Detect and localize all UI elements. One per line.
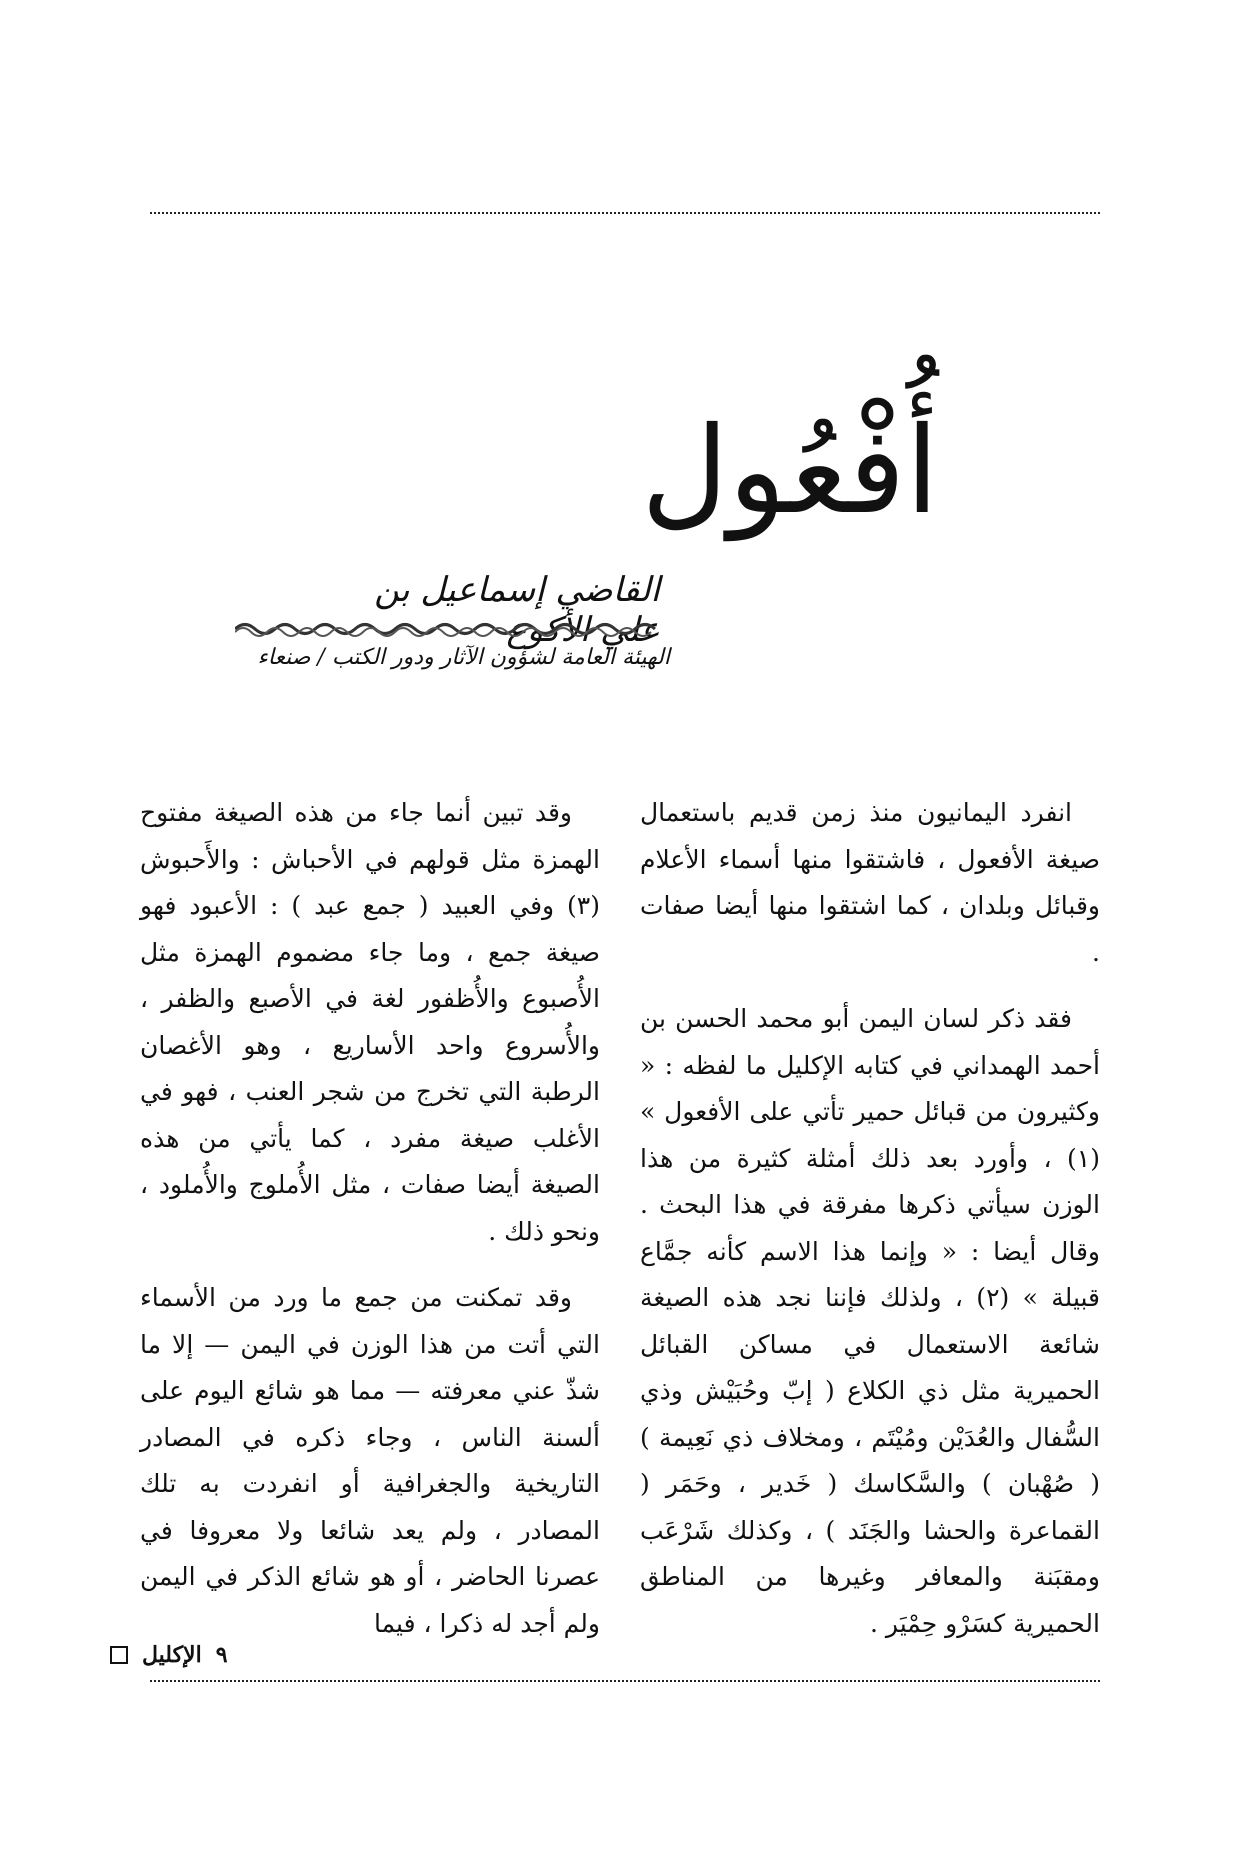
- left-text-column: [140, 790, 600, 1667]
- paragraph: وقد تمكنت من جمع ما ورد من الأسماء التي أتت من هذا الوزن في اليمن — إلا ما شذّ عني معرفته — مما هو شائع اليوم على ألسنة الناس ، وجاء ذكره في المصادر التاريخية والجغرافية أو انفردت به تلك المصادر ، ولم يعد شائعا ولا معروفا في عصرنا الحاضر ، أو هو شائع الذكر في اليمن ولم أجد له ذكرا ، فيما: [140, 1283, 600, 1638]
- bottom-divider: [150, 1680, 1100, 1682]
- article-title: أُفْعُول: [641, 402, 939, 541]
- decorative-underline: [235, 618, 665, 640]
- paragraph: وقد تبين أنما جاء من هذه الصيغة مفتوح الهمزة مثل قولهم في الأحباش : والأَحبوش (٣) وفي العبيد ( جمع عبد ) : الأعبود فهو صيغة جمع ، وما جاء مضموم الهمزة مثل الأُصبوع والأُظفور لغة في الأصبع والظفر ، والأُسروع واحد الأساريع ، وهو الأغصان الرطبة التي تخرج من شجر العنب ، فهو في الأغلب صيغة مفرد ، كما يأتي من هذه الصيغة أيضا صفات ، مثل الأُملوج والأُملود ، ونحو ذلك .: [140, 798, 600, 1246]
- page-footer: [110, 1640, 330, 1670]
- square-icon: [110, 1646, 128, 1664]
- author-affiliation: الهيئة العامة لشؤون الآثار ودور الكتب / صنعاء: [257, 645, 670, 670]
- paragraph: فقد ذكر لسان اليمن أبو محمد الحسن بن أحمد الهمداني في كتابه الإكليل ما لفظه : « وكثيرون من قبائل حمير تأتي على الأفعول » (١) ، وأورد بعد ذلك أمثلة كثيرة من هذا الوزن سيأتي ذكرها مفرقة في هذا البحث . وقال أيضا : « وإنما هذا الاسم كأنه جمَّاع قبيلة » (٢) ، ولذلك فإننا نجد هذه الصيغة شائعة الاستعمال في مساكن القبائل الحميرية مثل ذي الكلاع ( إبّ وحُبَيْش وذي السُّفال والعُدَيْن ومُيْتَم ، ومخلاف ذي نَعِيمة ) ( صُهْبان ) والسَّكاسك ( خَدير ، وحَمَر ( القماعرة والحشا والجَنَد ) ، وكذلك شَرْعَب ومقبَنة والمعافر وغيرها من المناطق الحميرية كسَرْو حِمْيَر .: [640, 1004, 1100, 1638]
- page-number: ٩: [215, 1642, 228, 1668]
- paragraph: انفرد اليمانيون منذ زمن قديم باستعمال صيغة الأفعول ، فاشتقوا منها أسماء الأعلام وقبائل وبلدان ، كما اشتقوا منها أيضا صفات .: [640, 798, 1100, 967]
- top-divider: [150, 212, 1100, 214]
- right-text-column: [640, 790, 1100, 1667]
- author-name: القاضي إسماعيل بن علي الأكوع: [374, 570, 660, 650]
- journal-name: الإكليل: [142, 1642, 202, 1668]
